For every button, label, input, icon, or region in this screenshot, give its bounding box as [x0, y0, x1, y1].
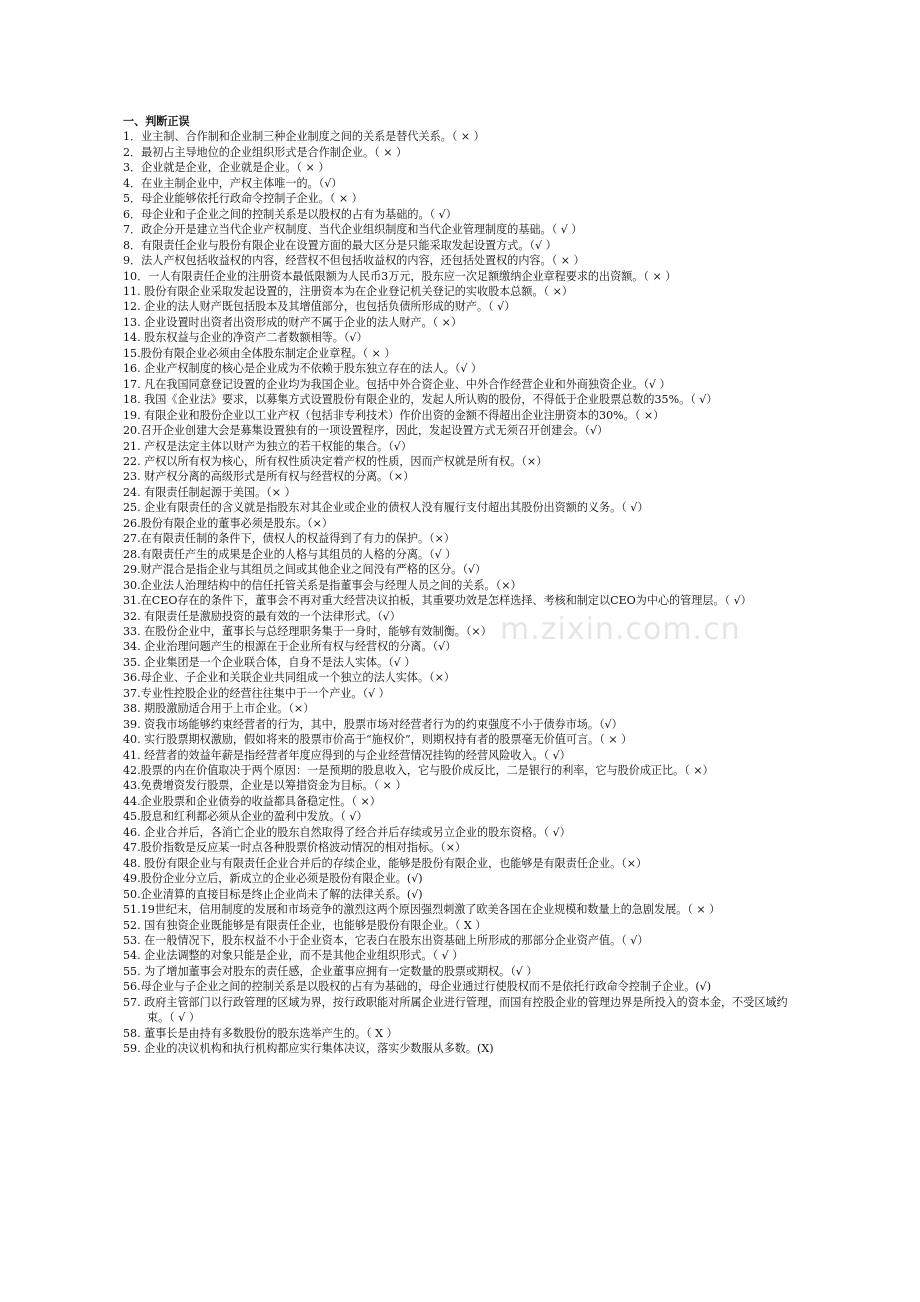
list-item: 56.母企业与子企业之间的控制关系是以股权的占有为基础的，母企业通过行使股权而不是依托行政命令控制子企业。(√) — [123, 980, 712, 994]
list-item: 27.在有限责任制的条件下，债权人的权益得到了有力的保护。（×） — [123, 532, 456, 546]
list-item: 59. 企业的决议机构和执行机构都应实行集体决议，落实少数服从多数。(X) — [123, 1042, 494, 1056]
list-item: 35. 企业集团是一个企业联合体，自身不是法人实体。（√ ） — [123, 655, 416, 669]
list-item: 39. 资我市场能够约束经营者的行为，其中，股票市场对经营者行为的约束强度不小于债券市场。（√） — [123, 717, 623, 731]
list-item: 18. 我国《企业法》要求，以募集方式设置股份有限企业的，发起人所认购的股份，不得低于企业股票总数的35%。（ √） — [123, 393, 718, 407]
list-item: 50.企业清算的直接目标是终止企业尚未了解的法律关系。(√) — [123, 887, 423, 901]
list-item: 51.19世纪末，信用制度的发展和市场竞争的激烈这两个原因强烈刺激了欧美各国在企业规模和数量上的急剧发展。（ × ） — [123, 903, 721, 917]
list-item: 30.企业法人治理结构中的信任托管关系是指董事会与经理人员之间的关系。（×） — [123, 578, 522, 592]
list-item: 1．业主制、合作制和企业制三种企业制度之间的关系是替代关系。（ × ） — [123, 130, 485, 144]
list-item: 2．最初占主导地位的企业组织形式是合作制企业。（ × ） — [123, 145, 408, 159]
list-item: 58. 董事长是由持有多数股份的股东选举产生的。（ X ） — [123, 1026, 398, 1040]
list-item: 16. 企业产权制度的核心是企业成为不依赖于股东独立存在的法人。（√ ） — [123, 362, 483, 376]
list-item: 22. 产权以所有权为核心，所有权性质决定着产权的性质，因而产权就是所有权。（×） — [123, 454, 548, 468]
list-item: 32. 有限责任是激励投资的最有效的一个法律形式。（√） — [123, 609, 401, 623]
list-item: 4．在业主制企业中，产权主体唯一的。（√） — [123, 176, 343, 190]
list-item: 15.股份有限企业必须由全体股东制定企业章程。（ × ） — [123, 346, 396, 360]
list-item: 55. 为了增加董事会对股东的责任感，企业董事应拥有一定数量的股票或期权。（√ ） — [123, 964, 538, 978]
list-item: 11. 股份有限企业采取发起设置的，注册资本为在企业登记机关登记的实收股本总额。（ ×） — [123, 284, 574, 298]
list-item: 20.召开企业创建大会是募集设置独有的一项设置程序，因此，发起设置方式无须召开创建会。（√） — [123, 424, 609, 438]
list-item: 34. 企业治理问题产生的根源在于企业所有权与经营权的分离。（√） — [123, 640, 457, 654]
list-item: 7．政企分开是建立当代企业产权制度、当代企业组织制度和当代企业管理制度的基础。（ √ ） — [123, 223, 583, 237]
list-item: 47.股价指数是反应某一时点各种股票价格波动情况的相对指标。（×） — [123, 841, 467, 855]
question-list — [123, 129, 803, 1056]
list-item: 53. 在一般情况下，股东权益不小于企业资本，它表白在股东出资基础上所形成的那部分企业资产值。（ √） — [123, 934, 649, 948]
list-item: 49.股份企业分立后，新成立的企业必须是股份有限企业。(√) — [123, 872, 423, 886]
list-item: 40. 实行股票期权激励，假如将来的股票市价高于“施权价”，则期权持有者的股票毫无价值可言。（ × ） — [123, 733, 633, 747]
list-item: 3．企业就是企业，企业就是企业。（ × ） — [123, 161, 330, 175]
list-item: 29.财产混合是指企业与其组员之间或其他企业之间没有严格的区分。（√） — [123, 563, 487, 577]
section-title: 一、判断正误 — [123, 115, 190, 128]
list-item: 25. 企业有限责任的含义就是指股东对其企业或企业的债权人没有履行支付超出其股份出资额的义务。（ √） — [123, 501, 649, 515]
list-item: 44.企业股票和企业债券的收益都具备稳定性。（ ×） — [123, 794, 381, 808]
watermark: m.zixin.com.cn — [500, 612, 741, 647]
list-item: 26.股份有限企业的董事必须是股东。（×） — [123, 516, 333, 530]
list-item: 9．法人产权包括收益权的内容，经营权不但包括收益权的内容，还包括处置权的内容。（ × ） — [123, 254, 585, 268]
list-item: 24. 有限责任制起源于美国。（× ） — [123, 485, 296, 499]
document-body — [123, 114, 803, 1057]
list-item: 14. 股东权益与企业的净资产二者数额相等。（√） — [123, 331, 368, 345]
list-item: 46. 企业合并后，各消亡企业的股东自然取得了经合并后存续或另立企业的股东资格。（ √） — [123, 825, 571, 839]
list-item: 57. 政府主管部门以行政管理的区域为界，按行政职能对所属企业进行管理，而国有控股企业的管理边界是所投入的资本金，不受区域约束。（ √ ） — [123, 995, 788, 1025]
list-item: 19. 有限企业和股份企业以工业产权（包括非专利技术）作价出资的金额不得超出企业注册资本的30%。（ ×） — [123, 408, 665, 422]
list-item: 54. 企业法调整的对象只能是企业，而不是其他企业组织形式。（ √ ） — [123, 949, 464, 963]
list-item: 21. 产权是法定主体以财产为独立的若干权能的集合。（√） — [123, 439, 412, 453]
list-item: 43.免费增资发行股票，企业是以筹措资金为目标。（ × ） — [123, 779, 407, 793]
list-item: 36.母企业、子企业和关联企业共同组成一个独立的法人实体。（×） — [123, 671, 456, 685]
list-item: 38. 期股激励适合用于上市企业。（×） — [123, 702, 315, 716]
list-item: 13. 企业设置时出资者出资形成的财产不属于企业的法人财产。（ ×） — [123, 315, 463, 329]
list-item: 12. 企业的法人财产既包括股本及其增值部分，也包括负债所形成的财产。（ √） — [123, 300, 516, 314]
list-item: 41. 经营者的效益年薪是指经营者年度应得到的与企业经营情况挂钩的经营风险收入。（ √） — [123, 748, 571, 762]
list-item: 45.股息和红利都必须从企业的盈利中发放。（ √） — [123, 810, 368, 824]
list-item: 42.股票的内在价值取决于两个原因：一是预期的股息收入，它与股价成反比，二是银行的利率，它与股价成正比。（ ×） — [123, 764, 714, 778]
list-item: 17. 凡在我国同意登记设置的企业均为我国企业。包括中外合资企业、中外合作经营企业和外商独资企业。（√ ） — [123, 377, 671, 391]
list-item: 52. 国有独资企业既能够是有限责任企业，也能够是股份有限企业。（ X ） — [123, 918, 487, 932]
list-item: 8．有限责任企业与股份有限企业在设置方面的最大区分是只能采取发起设置方式。（√ ） — [123, 238, 557, 252]
list-item: 23. 财产权分离的高级形式是所有权与经营权的分离。（×） — [123, 470, 415, 484]
list-item: 5．母企业能够依托行政命令控制子企业。（ × ） — [123, 192, 363, 206]
list-item: 48. 股份有限企业与有限责任企业合并后的存续企业，能够是股份有限企业，也能够是有限责任企业。（×） — [123, 856, 648, 870]
list-item: 33. 在股份企业中，董事长与总经理职务集于一身时，能够有效制衡。（×） — [123, 624, 492, 638]
list-item: 28.有限责任产生的成果是企业的人格与其组员的人格的分离。（√ ） — [123, 547, 457, 561]
list-item: 10．一人有限责任企业的注册资本最低限额为人民币3万元，股东应一次足额缴纳企业章程要求的出资额。（ × ） — [123, 269, 677, 283]
list-item: 6．母企业和子企业之间的控制关系是以股权的占有为基础的。（ √） — [123, 207, 457, 221]
list-item: 37.专业性控股企业的经营往往集中于一个产业。（√ ） — [123, 686, 390, 700]
list-item: 31.在CEO存在的条件下，董事会不再对重大经营决议拍板，其重要功效是怎样选择、考核和制定以CEO为中心的管理层。（ √） — [123, 594, 752, 608]
